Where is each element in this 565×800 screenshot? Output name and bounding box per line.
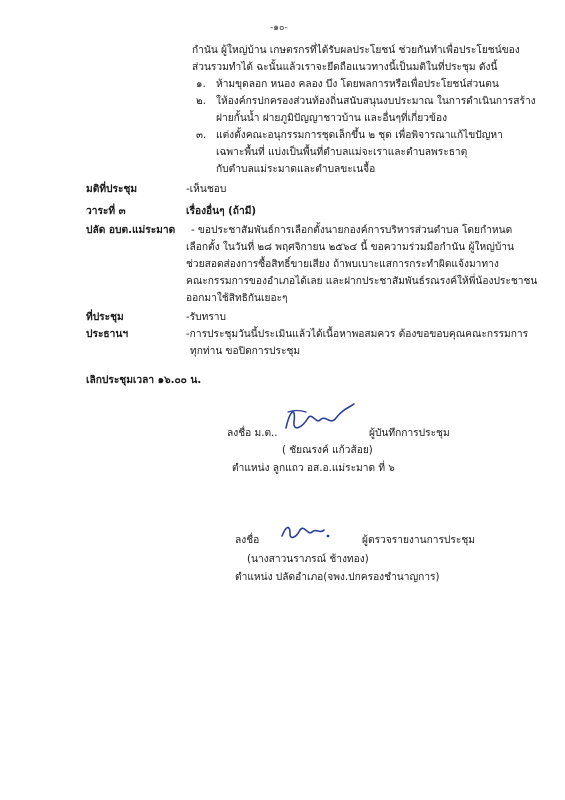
signer1-name: ( ชัยณรงค์ แก้วส้อย): [282, 445, 373, 456]
chair-line-2: ทุกท่าน ขอปิดการประชุม: [190, 346, 301, 357]
signer1-signature: [280, 402, 360, 436]
closing-time: เลิกประชุมเวลา ๑๖.๐๐ น.: [86, 375, 202, 386]
speaker-line-1: - ขอประชาสัมพันธ์การเลือกตั้งนายกองค์การบริหารส่วนตำบล โดยกำหนด: [191, 225, 513, 236]
intro-line-1: กำนัน ผู้ใหญ่บ้าน เกษตรกรที่ได้รับผลประโยชน์ ช่วยกันทำเพื่อประโยชน์ของ: [192, 45, 520, 56]
agenda-label: วาระที่ ๓: [86, 206, 126, 217]
resolution-label: มติที่ประชุม: [86, 184, 138, 195]
signer2-name: (นางสาวนราภรณ์ ช้างทอง): [247, 554, 369, 565]
item-1-line-1: ห้ามขุดลอก หนอง คลอง บึง โดยพลการหรือเพื่อประโยชน์ส่วนตน: [216, 79, 499, 90]
signer2-position: ตำแหน่ง ปลัดอำเภอ(จพง.ปกครองชำนาญการ): [235, 572, 440, 583]
signer1-position: ตำแหน่ง ลูกแถว อส.อ.แม่ระมาด ที่ ๖: [232, 463, 395, 474]
speaker-line-3: ช่วยสอดส่องการซื้อสิทธิ์ขายเสียง ถ้าพบเบาะแสการกระทำผิดแจ้งมาทาง: [186, 259, 499, 270]
speaker-line-5: ออกมาใช้สิทธิกันเยอะๆ: [186, 293, 288, 304]
item-2-line-1: ให้องค์กรปกครองส่วนท้องถิ่นสนับสนุนงบประมาณ ในการดำเนินการสร้าง: [216, 96, 536, 107]
item-3-line-1: แต่งตั้งคณะอนุกรรมการชุดเล็กขึ้น ๒ ชุด เพื่อพิจารณาแก้ไขปัญหา: [216, 130, 503, 141]
intro-line-2: ส่วนรวมทำได้ ฉะนั้นแล้วเราจะยึดถือแนวทางนี้เป็นมติในที่ประชุม ดังนี้: [192, 62, 498, 73]
speaker-label: ปลัด อบต.แม่ระมาด: [86, 225, 176, 236]
meeting-label: ที่ประชุม: [86, 312, 124, 323]
speaker-line-4: คณะกรรมการของอำเภอได้เลย และฝากประชาสัมพันธ์รณรงค์ให้พี่น้องประชาชน: [186, 276, 538, 287]
item-2-number: ๒.: [196, 96, 206, 107]
signature-scribble-icon: [280, 402, 360, 436]
meeting-value: -รับทราบ: [186, 312, 226, 323]
item-1-number: ๑.: [196, 79, 206, 90]
signer1-role: ผู้บันทึกการประชุม: [369, 428, 450, 439]
agenda-title: เรื่องอื่นๆ (ถ้ามี): [186, 206, 257, 217]
signer1-sign-prefix: ลงชื่อ ม.ต..: [227, 428, 278, 439]
signer2-signature: [278, 516, 338, 546]
chair-line-1: -การประชุมวันนี้ประเมินแล้วได้เนื้อหาพอสมควร ต้องขอขอบคุณคณะกรรมการ: [186, 329, 529, 340]
item-3-line-3: กับตำบลแม่ระมาดและตำบลขะเนจื้อ: [216, 164, 376, 175]
signature-scribble-icon: [278, 516, 338, 546]
page-number: -๑๐-: [270, 23, 288, 33]
signer2-sign-prefix: ลงชื่อ: [235, 535, 260, 546]
speaker-line-2: เลือกตั้ง ในวันที่ ๒๘ พฤศจิกายน ๒๕๖๔ นี้ ขอความร่วมมือกำนัน ผู้ใหญ่บ้าน: [186, 242, 514, 253]
signer2-role: ผู้ตรวจรายงานการประชุม: [362, 535, 475, 546]
item-3-line-2: เฉพาะพื้นที่ แบ่งเป็นพื้นที่ตำบลแม่จะเราและตำบลพระธาตุ: [216, 147, 468, 158]
resolution-value: -เห็นชอบ: [186, 184, 227, 195]
chair-label: ประธานฯ: [86, 329, 129, 340]
item-2-line-2: ฝายกั้นน้ำ ฝายภูมิปัญญาชาวบ้าน และอื่นๆที่เกี่ยวข้อง: [216, 113, 448, 124]
item-3-number: ๓.: [196, 130, 207, 141]
